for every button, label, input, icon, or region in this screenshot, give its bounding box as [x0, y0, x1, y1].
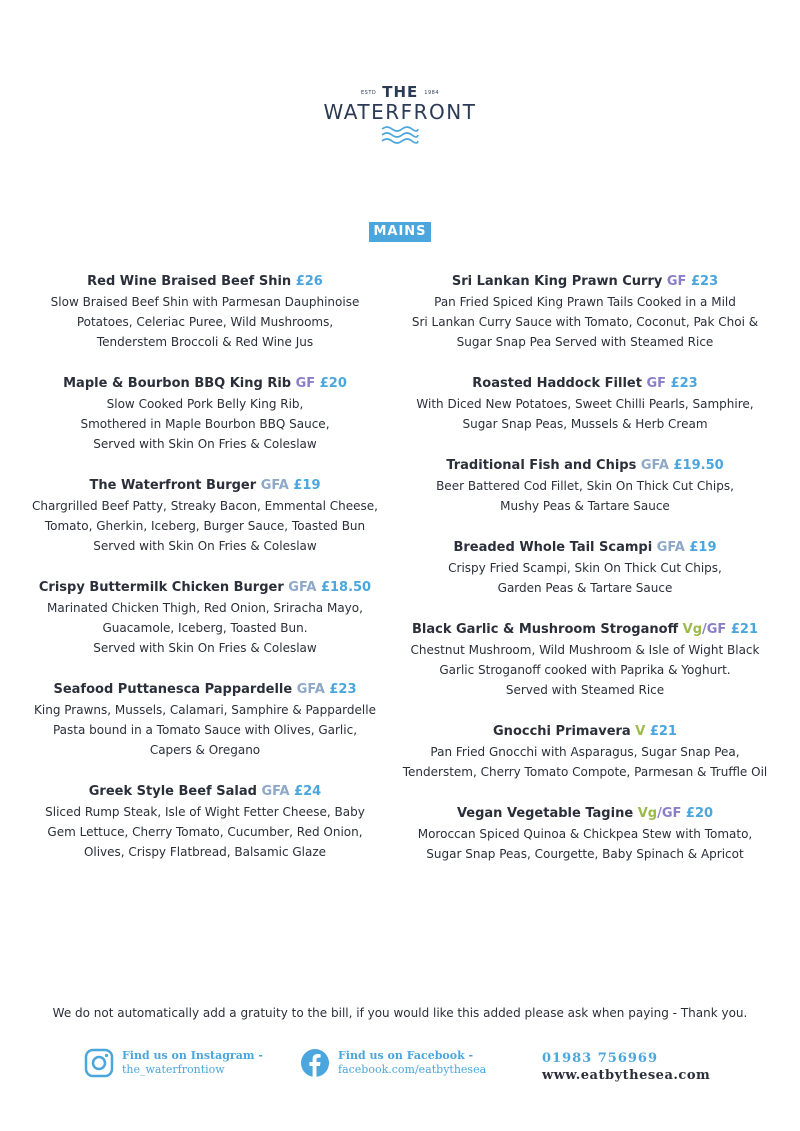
- facebook-handle[interactable]: facebook.com/eatbythesea: [338, 1063, 487, 1076]
- dietary-tag: GFA: [288, 580, 317, 595]
- logo-name: WATERFRONT: [323, 99, 477, 124]
- tag-separator: /: [657, 806, 662, 821]
- dish-title: [10, 476, 400, 496]
- logo-the: THE: [382, 83, 419, 101]
- dish-title: [390, 620, 780, 640]
- dish-title: [390, 272, 780, 292]
- dish-name: Crispy Buttermilk Chicken Burger: [38, 580, 284, 595]
- dish-price: £26: [295, 274, 323, 289]
- dish-description: Pan Fried Gnocchi with Asparagus, Sugar Snap Pea, Tenderstem, Cherry Tomato Compote, Parmesan & Truffle Oil: [402, 745, 768, 779]
- dietary-tag: GF: [666, 274, 687, 289]
- dietary-tag: GF: [706, 622, 727, 637]
- dish-title: [390, 722, 780, 742]
- logo-estd: ESTD: [360, 89, 377, 96]
- menu-item: [390, 722, 780, 782]
- menu-item: [10, 374, 400, 454]
- dish-name: Roasted Haddock Fillet: [472, 376, 642, 391]
- dish-title: [390, 538, 780, 558]
- dietary-tag: GFA: [296, 682, 325, 697]
- dish-price: £23: [329, 682, 357, 697]
- dish-description: Crispy Fried Scampi, Skin On Thick Cut Chips, Garden Peas & Tartare Sauce: [448, 561, 722, 595]
- dish-name: Red Wine Braised Beef Shin: [87, 274, 292, 289]
- dish-title: [10, 782, 400, 802]
- logo-year: 1984: [424, 89, 440, 96]
- dish-title: [10, 578, 400, 598]
- dietary-tag: GF: [295, 376, 316, 391]
- dish-description: Moroccan Spiced Quinoa & Chickpea Stew with Tomato, Sugar Snap Peas, Courgette, Baby Spinach & Apricot: [417, 827, 753, 861]
- dish-name: Sri Lankan King Prawn Curry: [451, 274, 663, 289]
- dietary-tag: GF: [661, 806, 682, 821]
- instagram-icon: [84, 1048, 114, 1078]
- dish-description: Chestnut Mushroom, Wild Mushroom & Isle of Wight Black Garlic Stroganoff cooked with Paprika & Yoghurt. Served with Steamed Rice: [410, 643, 760, 697]
- dish-name: Black Garlic & Mushroom Stroganoff: [411, 622, 679, 637]
- dish-price: £21: [649, 724, 677, 739]
- vegetarian-tag: V: [635, 724, 646, 739]
- contact-block: [542, 1050, 710, 1084]
- dish-price: £24: [294, 784, 322, 799]
- dish-price: £19: [293, 478, 321, 493]
- dietary-tag: GFA: [640, 458, 669, 473]
- dish-name: Traditional Fish and Chips: [446, 458, 637, 473]
- dish-name: Breaded Whole Tail Scampi: [453, 540, 653, 555]
- dish-description: Marinated Chicken Thigh, Red Onion, Sriracha Mayo, Guacamole, Iceberg, Toasted Bun. Served with Skin On Fries & Coleslaw: [47, 601, 363, 655]
- phone-number[interactable]: 01983 756969: [542, 1051, 659, 1066]
- dish-name: Greek Style Beef Salad: [88, 784, 257, 799]
- gratuity-note: We do not automatically add a gratuity to the bill, if you would like this added please ask when paying - Thank you.: [52, 1006, 748, 1020]
- dish-price: £20: [319, 376, 347, 391]
- dish-price: £23: [670, 376, 698, 391]
- dish-description: Chargrilled Beef Patty, Streaky Bacon, Emmental Cheese, Tomato, Gherkin, Iceberg, Burger Sauce, Toasted Bun Served with Skin On Fries & Coleslaw: [32, 499, 378, 553]
- menu-item: [10, 782, 400, 862]
- dish-description: Beer Battered Cod Fillet, Skin On Thick Cut Chips, Mushy Peas & Tartare Sauce: [436, 479, 734, 513]
- dish-title: [390, 456, 780, 476]
- instagram-handle[interactable]: the_waterfrontiow: [122, 1063, 225, 1076]
- dietary-tag: GFA: [261, 784, 290, 799]
- dish-title: [10, 680, 400, 700]
- waves-icon: [380, 125, 420, 145]
- dish-description: Slow Braised Beef Shin with Parmesan Dauphinoise Potatoes, Celeriac Puree, Wild Mushrooms, Tenderstem Broccoli & Red Wine Jus: [50, 295, 360, 349]
- instagram-block[interactable]: [84, 1048, 263, 1078]
- vegan-tag: Vg: [637, 806, 658, 821]
- facebook-icon: [300, 1048, 330, 1078]
- dish-name: Gnocchi Primavera: [493, 724, 631, 739]
- facebook-title: Find us on Facebook -: [338, 1049, 474, 1062]
- dish-title: [10, 272, 400, 292]
- dietary-tag: GF: [646, 376, 667, 391]
- dish-price: £18.50: [320, 580, 372, 595]
- dish-description: King Prawns, Mussels, Calamari, Samphire & Pappardelle Pasta bound in a Tomato Sauce with Olives, Garlic, Capers & Oregano: [34, 703, 376, 757]
- dish-title: [390, 374, 780, 394]
- left-column: [10, 272, 400, 884]
- facebook-block[interactable]: [300, 1048, 486, 1078]
- menu-item: [390, 272, 780, 352]
- dish-title: [10, 374, 400, 394]
- section-title: MAINS: [369, 222, 430, 242]
- dish-title: [390, 804, 780, 824]
- dish-description: Sliced Rump Steak, Isle of Wight Fetter Cheese, Baby Gem Lettuce, Cherry Tomato, Cucumber, Red Onion, Olives, Crispy Flatbread, Balsamic Glaze: [45, 805, 365, 859]
- menu-item: [10, 272, 400, 352]
- logo: [0, 84, 800, 145]
- right-column: [390, 272, 780, 886]
- website-link[interactable]: www.eatbythesea.com: [542, 1068, 711, 1083]
- menu-item: [390, 804, 780, 864]
- dish-description: Slow Cooked Pork Belly King Rib, Smothered in Maple Bourbon BBQ Sauce, Served with Skin On Fries & Coleslaw: [80, 397, 330, 451]
- section-header: [0, 220, 800, 242]
- menu-item: [390, 374, 780, 434]
- dish-name: Vegan Vegetable Tagine: [456, 806, 634, 821]
- dish-price: £20: [685, 806, 714, 821]
- menu-item: [10, 578, 400, 658]
- instagram-title: Find us on Instagram -: [122, 1049, 263, 1062]
- dish-name: The Waterfront Burger: [89, 478, 257, 493]
- dish-price: £21: [730, 622, 758, 637]
- dish-price: £19: [689, 540, 717, 555]
- dish-description: With Diced New Potatoes, Sweet Chilli Pearls, Samphire, Sugar Snap Peas, Mussels & Herb Cream: [416, 397, 754, 431]
- dish-description: Pan Fried Spiced King Prawn Tails Cooked in a Mild Sri Lankan Curry Sauce with Tomato, Coconut, Pak Choi & Sugar Snap Pea Served with Steamed Rice: [411, 295, 759, 349]
- menu-item: [390, 620, 780, 700]
- dish-price: £19.50: [673, 458, 724, 473]
- menu-item: [390, 538, 780, 598]
- dietary-tag: GFA: [260, 478, 289, 493]
- tag-separator: /: [702, 622, 707, 637]
- dish-name: Maple & Bourbon BBQ King Rib: [63, 376, 292, 391]
- menu-item: [10, 680, 400, 760]
- dish-name: Seafood Puttanesca Pappardelle: [53, 682, 293, 697]
- dish-price: £23: [690, 274, 719, 289]
- menu-item: [390, 456, 780, 516]
- dietary-tag: GFA: [656, 540, 685, 555]
- vegan-tag: Vg: [682, 622, 703, 637]
- menu-item: [10, 476, 400, 556]
